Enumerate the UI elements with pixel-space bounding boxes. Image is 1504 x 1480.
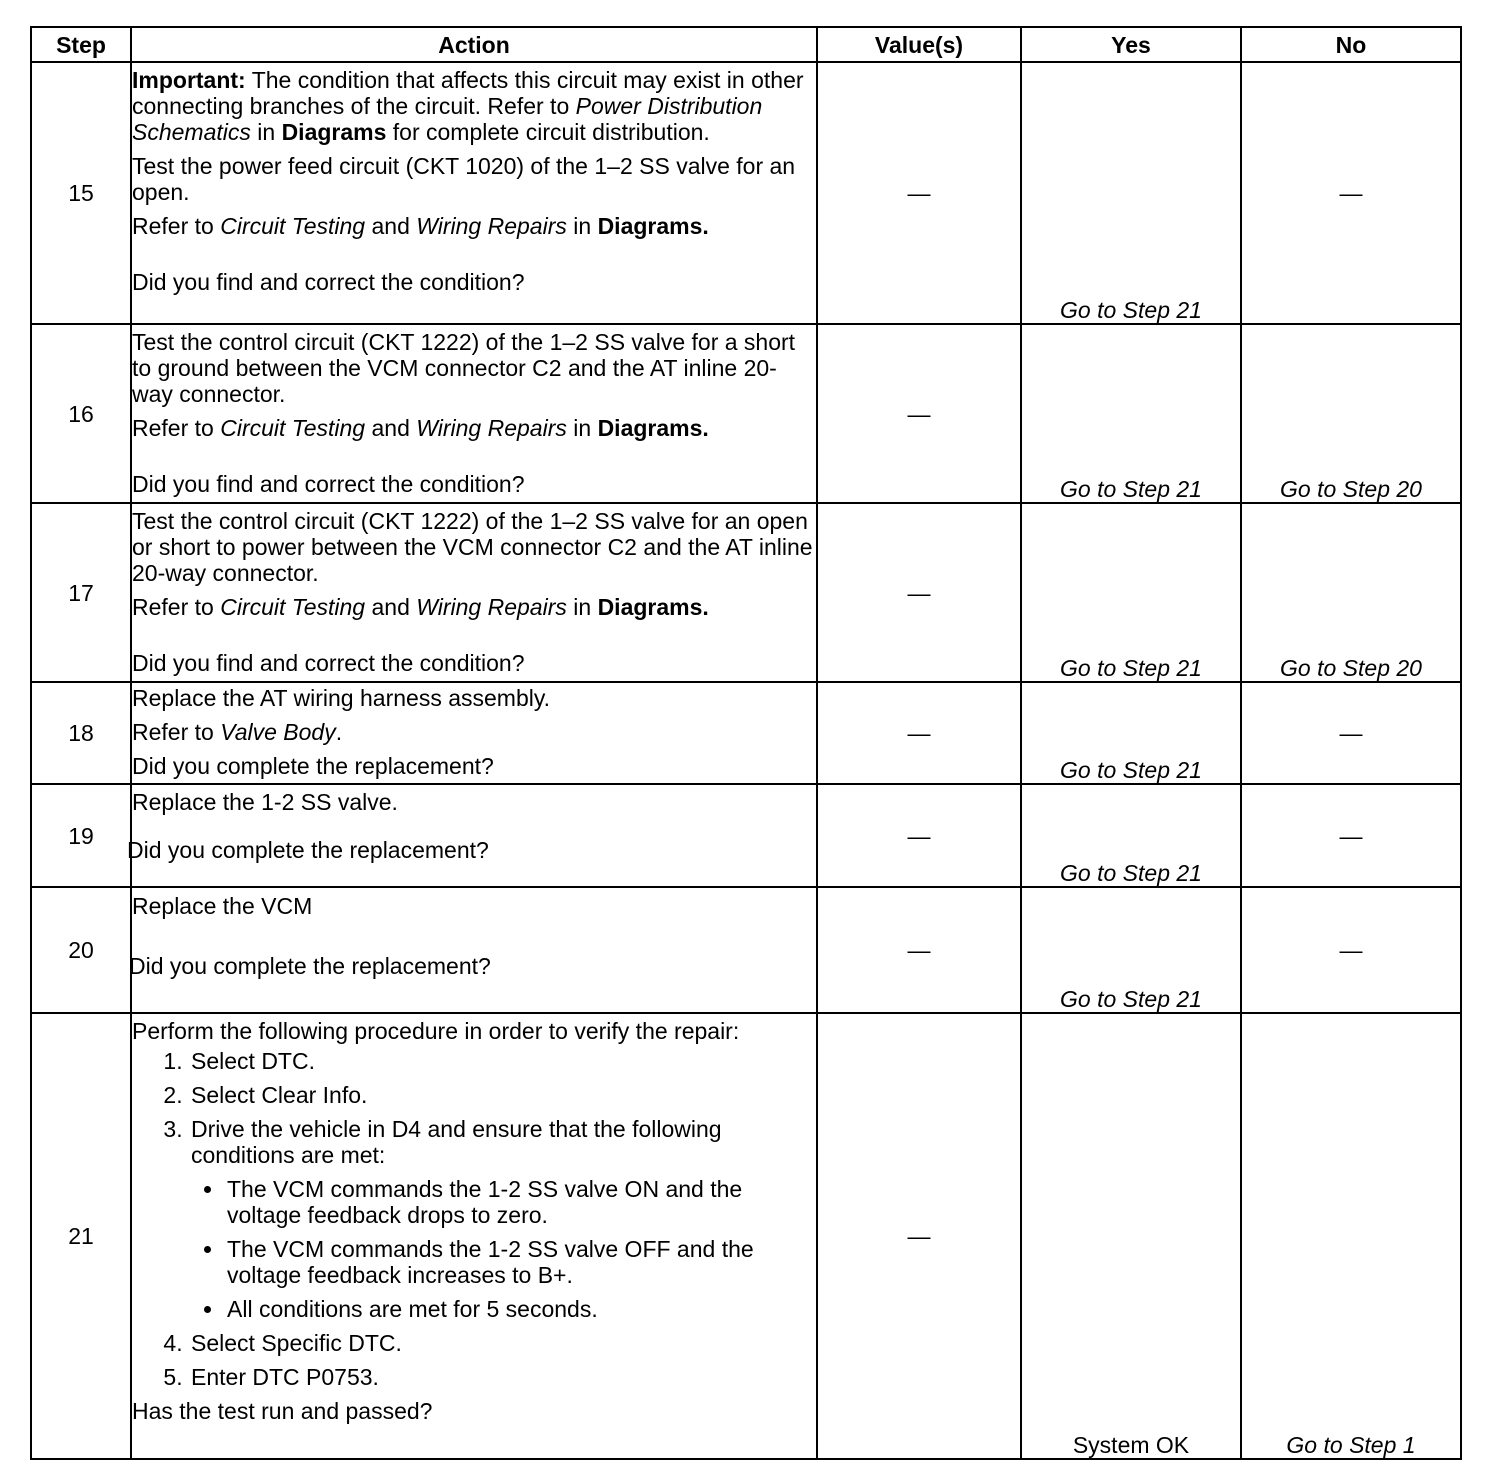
value-cell: — <box>817 503 1021 682</box>
refer-text: Refer to <box>132 594 221 620</box>
yes-cell: Go to Step 21 <box>1021 324 1241 503</box>
table-row-step-19 <box>31 784 1461 887</box>
yes-cell: Go to Step 21 <box>1021 887 1241 1013</box>
value-cell: — <box>817 682 1021 784</box>
no-cell: — <box>1241 784 1461 887</box>
no-cell: — <box>1241 62 1461 324</box>
important-link-text: Power Distribution Schematics <box>132 93 763 145</box>
refer-italic: Circuit Testing <box>220 213 366 239</box>
refer-italic: Wiring Repairs <box>416 213 567 239</box>
step-number: 20 <box>31 887 131 1013</box>
instruction: Replace the VCM <box>132 893 313 919</box>
table-row-step-21 <box>31 1013 1461 1459</box>
refer-line <box>132 594 816 620</box>
action-cell <box>131 887 817 1013</box>
action-cell <box>131 62 817 324</box>
important-text: in <box>250 119 282 145</box>
question: Has the test run and passed? <box>132 1398 433 1424</box>
refer-text: and <box>365 213 417 239</box>
condition-item: • The VCM commands the 1-2 SS valve OFF and the voltage feedback increases to B+. <box>225 1236 816 1288</box>
diagnostic-table <box>30 26 1462 1460</box>
refer-text: Refer to <box>132 213 221 239</box>
yes-cell: Go to Step 21 <box>1021 503 1241 682</box>
step-number: 17 <box>31 503 131 682</box>
procedure-step: 5. Enter DTC P0753. <box>189 1364 816 1390</box>
important-bold-text: Diagrams <box>281 119 387 145</box>
procedure-step-text: Drive the vehicle in D4 and ensure that the following conditions are met: <box>191 1116 722 1168</box>
refer-text: in <box>566 213 598 239</box>
no-cell: — <box>1241 887 1461 1013</box>
header-values: Value(s) <box>817 27 1021 62</box>
important-note <box>132 67 816 145</box>
value-cell: — <box>817 1013 1021 1459</box>
test-instruction: Test the control circuit (CKT 1222) of the 1–2 SS valve for a short to ground between the VCM connector C2 and the AT inline 20-way connector. <box>132 329 796 407</box>
yes-cell: Go to Step 21 <box>1021 784 1241 887</box>
refer-text: in <box>566 415 598 441</box>
action-cell <box>131 503 817 682</box>
question: Did you complete the replacement? <box>132 753 494 779</box>
condition-item: • All conditions are met for 5 seconds. <box>225 1296 816 1322</box>
condition-list <box>191 1176 816 1322</box>
question: Did you complete the replacement? <box>129 953 491 979</box>
refer-italic: Circuit Testing <box>220 594 366 620</box>
yes-cell: Go to Step 21 <box>1021 62 1241 324</box>
value-cell: — <box>817 324 1021 503</box>
instruction: Replace the 1-2 SS valve. <box>132 789 398 815</box>
step-number: 16 <box>31 324 131 503</box>
refer-line <box>132 213 816 239</box>
table-row-step-17 <box>31 503 1461 682</box>
table-row-step-18 <box>31 682 1461 784</box>
refer-text: Refer to <box>132 415 221 441</box>
instruction: Replace the AT wiring harness assembly. <box>132 685 551 711</box>
test-instruction: Test the power feed circuit (CKT 1020) of the 1–2 SS valve for an open. <box>132 153 796 205</box>
no-cell: — <box>1241 682 1461 784</box>
value-cell: — <box>817 62 1021 324</box>
step-number: 19 <box>31 784 131 887</box>
value-cell: — <box>817 784 1021 887</box>
action-cell <box>131 682 817 784</box>
question: Did you find and correct the condition? <box>132 650 525 676</box>
refer-bold: Diagrams. <box>597 213 709 239</box>
step-number: 15 <box>31 62 131 324</box>
refer-italic: Circuit Testing <box>220 415 366 441</box>
refer-italic: Wiring Repairs <box>416 594 567 620</box>
step-number: 18 <box>31 682 131 784</box>
header-row <box>31 27 1461 62</box>
refer-text: in <box>566 594 598 620</box>
question: Did you find and correct the condition? <box>132 269 525 295</box>
important-text: The condition that affects this circuit may exist in other connecting branches of the circuit. Refer to <box>132 67 804 119</box>
no-cell: Go to Step 20 <box>1241 324 1461 503</box>
yes-cell: System OK <box>1021 1013 1241 1459</box>
question: Did you find and correct the condition? <box>132 471 525 497</box>
table-row-step-15 <box>31 62 1461 324</box>
action-cell <box>131 1013 817 1459</box>
refer-text: and <box>365 415 417 441</box>
header-action: Action <box>131 27 817 62</box>
important-label: Important: <box>132 67 246 93</box>
action-cell <box>127 784 817 887</box>
yes-cell: Go to Step 21 <box>1021 682 1241 784</box>
header-no: No <box>1241 27 1461 62</box>
procedure-step: 4. Select Specific DTC. <box>189 1330 816 1356</box>
condition-item: • The VCM commands the 1-2 SS valve ON and the voltage feedback drops to zero. <box>225 1176 816 1228</box>
procedure-step: 2. Select Clear Info. <box>189 1082 816 1108</box>
question: Did you complete the replacement? <box>127 837 489 863</box>
refer-line <box>132 719 816 745</box>
refer-italic: Valve Body <box>220 719 336 745</box>
procedure-intro: Perform the following procedure in order to verify the repair: <box>132 1018 740 1044</box>
no-cell: Go to Step 20 <box>1241 503 1461 682</box>
step-number: 21 <box>31 1013 131 1459</box>
refer-line <box>132 415 816 441</box>
refer-bold: Diagrams. <box>597 415 709 441</box>
refer-text: and <box>365 594 417 620</box>
header-yes: Yes <box>1021 27 1241 62</box>
refer-bold: Diagrams. <box>597 594 709 620</box>
refer-italic: Wiring Repairs <box>416 415 567 441</box>
procedure-steps <box>132 1048 816 1390</box>
table-row-step-20 <box>31 887 1461 1013</box>
refer-text: Refer to <box>132 719 221 745</box>
refer-text: . <box>335 719 343 745</box>
test-instruction: Test the control circuit (CKT 1222) of the 1–2 SS valve for an open or short to power between the VCM connector C2 and the AT inline 20-way connector. <box>132 508 813 586</box>
table-row-step-16 <box>31 324 1461 503</box>
procedure-step <box>189 1116 816 1322</box>
header-step: Step <box>31 27 131 62</box>
important-text: for complete circuit distribution. <box>386 119 710 145</box>
action-cell <box>131 324 817 503</box>
no-cell: Go to Step 1 <box>1241 1013 1461 1459</box>
procedure-step: 1. Select DTC. <box>189 1048 816 1074</box>
value-cell: — <box>817 887 1021 1013</box>
